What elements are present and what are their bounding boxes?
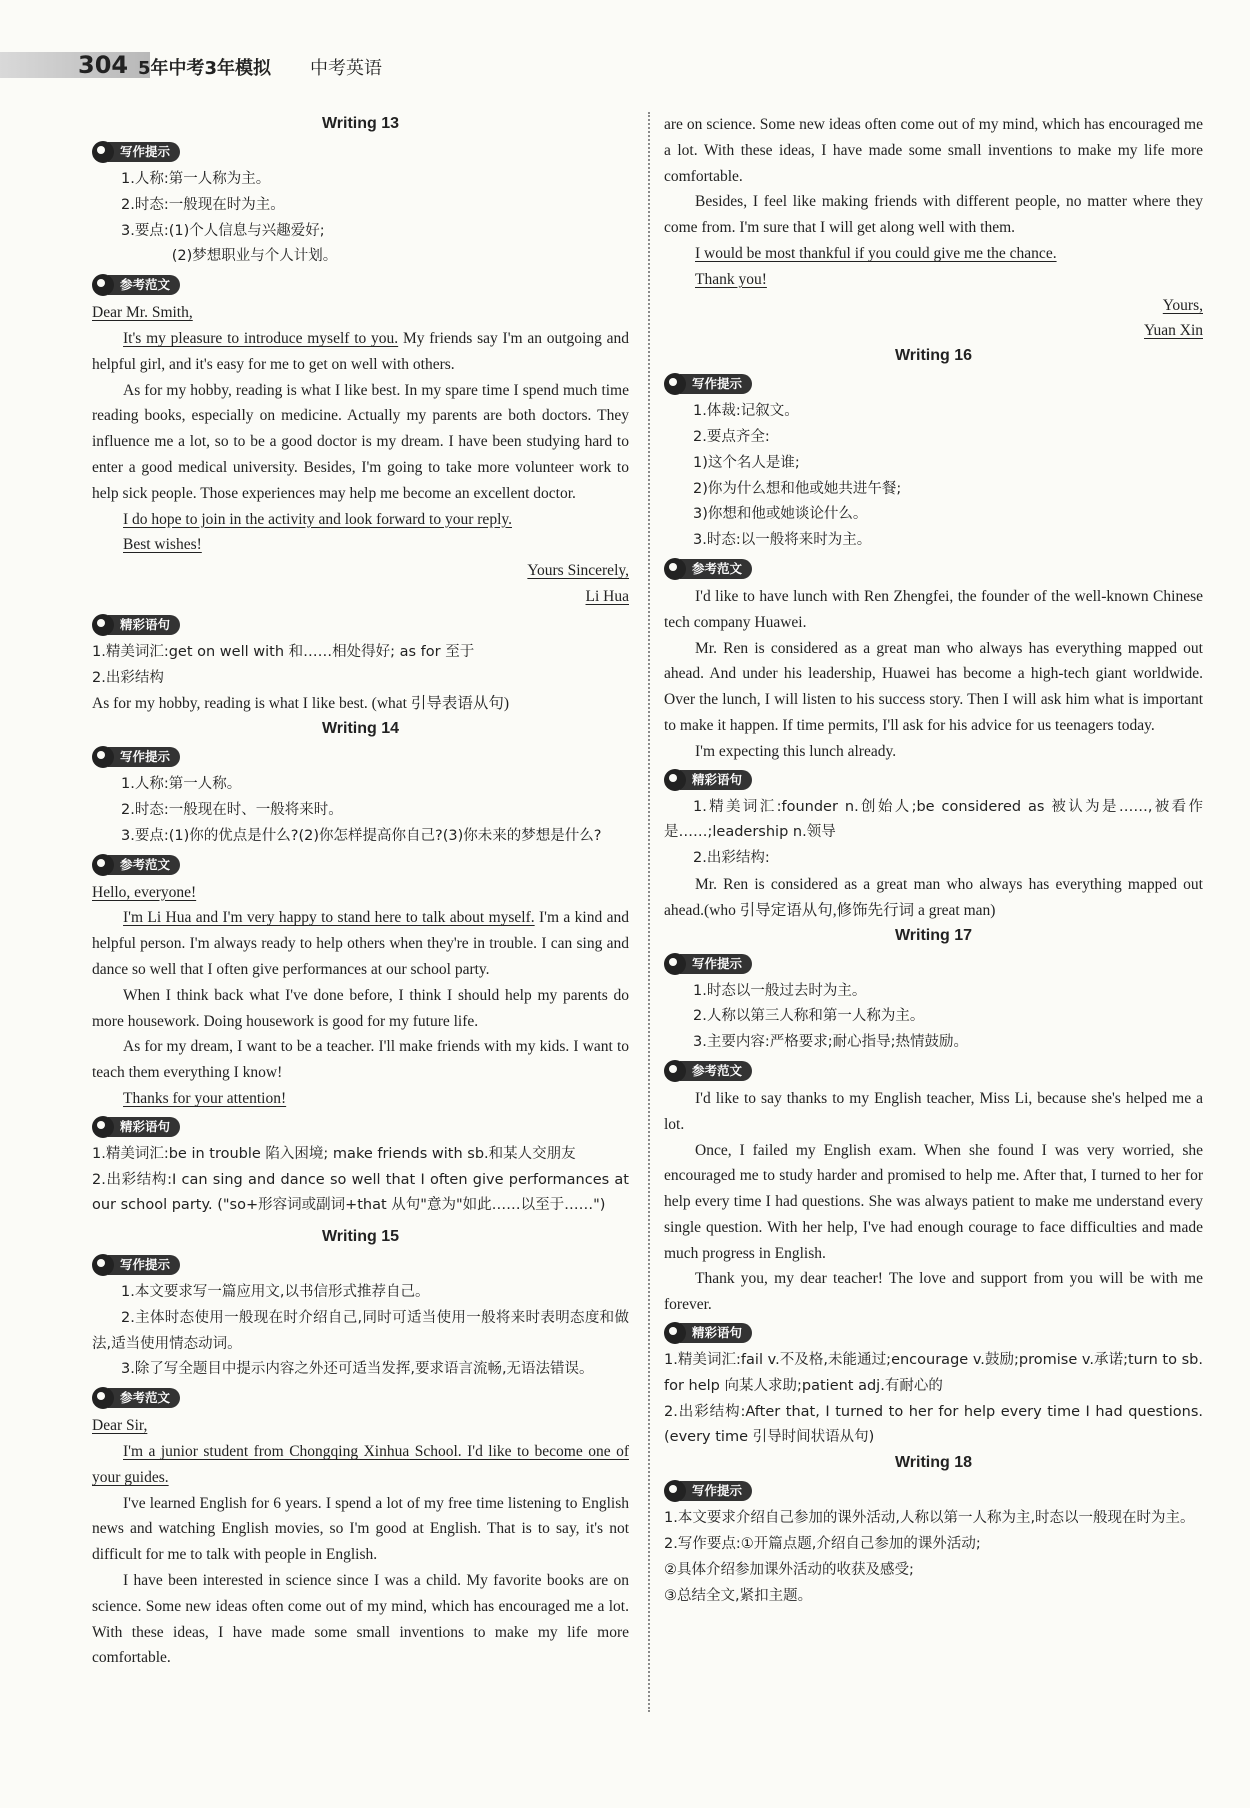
good-line: 2.出彩结构:I can sing and dance so well that I often give performances at our school party. ("so+形容词或副词+that 从句"意为"如此……以至于……") <box>92 1171 629 1214</box>
tip-line: 1.人称:第一人称为主。 <box>121 171 271 187</box>
paragraph: I'm expecting this lunch already. <box>695 742 897 760</box>
good-line: 2.出彩结构:After that, I turned to her for help every time I had questions. (every time 引导时间状语从句) <box>664 1403 1203 1446</box>
tag-icon <box>664 373 686 395</box>
tips-label: 写作提示 <box>108 1255 180 1275</box>
closing-text: Thank you! <box>695 270 767 288</box>
good-line: 1.精美词汇:fail v.不及格,未能通过;encourage v.鼓励;promise v.承诺;turn to sb. for help 向某人求助;patient adj.有耐心的 <box>664 1352 1203 1394</box>
paragraph: Besides, I feel like making friends with different people, no matter where they come from. I'm sure that I will get along well with them. <box>664 193 1203 237</box>
sign-line: Yours Sincerely, <box>527 562 629 580</box>
tip-line: ②具体介绍参加课外活动的收获及感受; <box>664 1561 914 1578</box>
good-label: 精彩语句 <box>108 615 180 635</box>
tips-tag <box>92 1253 629 1277</box>
tip-line: 3.除了写全题目中提示内容之外还可适当发挥,要求语言流畅,无语法错误。 <box>121 1361 594 1378</box>
sample-label: 参考范文 <box>108 275 180 295</box>
good-sentences-tag <box>92 1115 629 1139</box>
tips-tag <box>664 1479 1203 1503</box>
paragraph <box>92 326 629 378</box>
good-line: 2.出彩结构 <box>92 669 164 686</box>
good-line: 2.出彩结构: <box>693 850 770 867</box>
closing <box>92 1086 629 1112</box>
underlined-sentence: I would be most thankful if you could give me the chance. <box>695 244 1057 262</box>
page-header <box>0 44 1250 84</box>
tip-line: 2.写作要点:①开篇点题,介绍自己参加的课外活动; <box>664 1536 981 1553</box>
tag-icon <box>92 854 114 876</box>
column-divider <box>648 112 650 1712</box>
paragraph <box>92 1439 629 1491</box>
tips-label: 写作提示 <box>680 374 752 394</box>
tips-label: 写作提示 <box>680 954 752 974</box>
tips-label: 写作提示 <box>108 142 180 162</box>
good-line: 1.精美词汇:founder n.创始人;be considered as 被认为是……,被看作是……;leadership n.领导 <box>664 798 1203 841</box>
tag-icon <box>92 746 114 768</box>
signature <box>92 558 629 584</box>
writing-14-title: Writing 14 <box>321 720 400 738</box>
tip-line: 2.要点齐全: <box>693 428 770 445</box>
underlined-sentence: It's my pleasure to introduce myself to you. <box>123 329 399 347</box>
signature <box>664 318 1203 344</box>
tip-line: ③总结全文,紧扣主题。 <box>664 1587 813 1604</box>
good-label: 精彩语句 <box>680 1323 752 1343</box>
closing-text: Thanks for your attention! <box>123 1089 287 1107</box>
signature <box>92 584 629 610</box>
tag-icon <box>92 1254 114 1276</box>
greeting: Hello, everyone! <box>92 883 197 901</box>
writing-13-title: Writing 13 <box>321 115 400 132</box>
left-column <box>92 112 630 1667</box>
writing-16-title: Writing 16 <box>894 347 973 365</box>
signature <box>664 293 1203 319</box>
tag-icon <box>664 1060 686 1082</box>
tip-line: 2)你为什么想和他或她共进午餐; <box>693 480 902 497</box>
good-label: 精彩语句 <box>680 770 752 790</box>
underlined-sentence: I'm a junior student from Chongqing Xinhua School. I'd like to become one of your guides. <box>92 1443 629 1486</box>
paragraph: When I think back what I've done before, I think I should help my parents do more housework. Doing housework is good for my future life. <box>92 986 629 1030</box>
tip-line: 3.时态:以一般将来时为主。 <box>693 532 872 549</box>
tips-label: 写作提示 <box>108 747 180 767</box>
tip-line: 3)你想和他或她谈论什么。 <box>693 506 868 523</box>
tip-line: 2.主体时态使用一般现在时介绍自己,同时可适当使用一般将来时表明态度和做法,适当使用情态动词。 <box>92 1309 629 1352</box>
sample-tag <box>92 1386 629 1410</box>
sign-name: Yuan Xin <box>1144 322 1203 340</box>
paragraph: I have been interested in science since I was a child. My favorite books are on science. Some new ideas often come out of my mind, which has encouraged me a lot. With these ideas, I have made some small inventions to make my life more comfortable. <box>92 1572 629 1667</box>
paragraph: I'd like to say thanks to my English teacher, Miss Li, because she's helped me a lot. <box>664 1089 1203 1133</box>
tip-line: 1.本文要求介绍自己参加的课外活动,人称以第一人称为主,时态以一般现在时为主。 <box>664 1510 1195 1527</box>
tip-line: (2)梦想职业与个人计划。 <box>171 248 338 265</box>
tips-tag <box>664 952 1203 976</box>
paragraph: I'd like to have lunch with Ren Zhengfei, the founder of the well-known Chinese tech company Huawei. <box>664 587 1203 631</box>
paragraph <box>92 905 629 982</box>
sample-label: 参考范文 <box>680 559 752 579</box>
tag-icon <box>664 1322 686 1344</box>
good-line: Mr. Ren is considered as a great man who always has everything mapped out ahead.(who 引导定语从句,修饰先行词 a great man) <box>664 875 1203 919</box>
tips-label: 写作提示 <box>680 1481 752 1501</box>
tip-line: 1.人称:第一人称。 <box>121 776 242 793</box>
tip-line: 3.要点:(1)你的优点是什么?(2)你怎样提高你自己?(3)你未来的梦想是什么? <box>121 827 602 844</box>
tag-icon <box>664 558 686 580</box>
closing-text: Best wishes! <box>123 536 202 554</box>
good-label: 精彩语句 <box>108 1117 180 1137</box>
tip-line: 1.体裁:记叙文。 <box>693 403 799 420</box>
tag-icon <box>92 614 114 636</box>
tips-tag <box>92 140 629 164</box>
paragraph: Once, I failed my English exam. When she found I was very worried, she encouraged me to study harder and promised to help me. After that, I turned to her for help every time I had questions. She was always patient to make me understand every single question. With her help, I've had enough courage to face difficulties and made much progress in English. <box>664 1141 1203 1262</box>
paragraph-continued: are on science. Some new ideas often come out of my mind, which has encouraged me a lot. With these ideas, I have made some small inventions to make my life more comfortable. <box>664 116 1203 185</box>
sentence: My friends say I'm an outgoing and helpful girl, and it's easy for me to get on well with others. <box>92 329 630 373</box>
sample-label: 参考范文 <box>108 855 180 875</box>
closing <box>664 267 1203 293</box>
greeting: Dear Sir, <box>92 1417 148 1435</box>
tip-line: 2.时态:一般现在时、一般将来时。 <box>121 801 343 818</box>
tip-line: 3.要点:(1)个人信息与兴趣爱好; <box>121 222 325 239</box>
tip-line: 1.时态以一般过去时为主。 <box>693 982 867 999</box>
good-sentences-tag <box>664 768 1203 792</box>
sample-tag <box>664 1059 1203 1083</box>
tip-line: 2.人称以第三人称和第一人称为主。 <box>693 1008 925 1025</box>
good-line: As for my hobby, reading is what I like best. (what 引导表语从句) <box>92 695 509 713</box>
writing-15-title: Writing 15 <box>321 1228 400 1246</box>
tips-tag <box>92 745 629 769</box>
sample-tag <box>92 853 629 877</box>
paragraph: As for my hobby, reading is what I like best. In my spare time I spend much time reading books, especially on medicine. Actually my parents are both doctors. They influence me a lot, so to be a good doctor is my dream. I have been studying hard to enter a good medical university. Besides, I'm going to take more volunteer work to help sick people. Those experiences may help me become an excellent doctor. <box>92 381 629 502</box>
tip-line: 1)这个名人是谁; <box>693 454 800 471</box>
paragraph: I've learned English for 6 years. I spend a lot of my free time listening to English news and watching English movies, so I'm good at English. That is to say, it's not difficult for me to talk with people in English. <box>92 1494 629 1564</box>
sign-line: Yours, <box>1162 296 1203 314</box>
underlined-sentence: I do hope to join in the activity and look forward to your reply. <box>123 510 512 528</box>
writing-18-title: Writing 18 <box>894 1454 973 1472</box>
paragraph <box>664 241 1203 267</box>
tips-tag <box>664 372 1203 396</box>
sample-label: 参考范文 <box>108 1388 180 1408</box>
paragraph: Thank you, my dear teacher! The love and support from you will be with me forever. <box>664 1270 1203 1314</box>
sample-tag <box>92 273 629 297</box>
page-number: 304 <box>78 51 129 79</box>
tip-line: 3.主要内容:严格要求;耐心指导;热情鼓励。 <box>693 1034 968 1051</box>
good-sentences-tag <box>92 613 629 637</box>
sample-tag <box>664 557 1203 581</box>
greeting: Dear Mr. Smith, <box>92 304 193 322</box>
tag-icon <box>664 953 686 975</box>
sign-name: Li Hua <box>585 587 629 605</box>
tag-icon <box>664 769 686 791</box>
closing <box>92 532 629 558</box>
writing-17-title: Writing 17 <box>894 926 973 944</box>
tip-line: 2.时态:一般现在时为主。 <box>121 196 285 213</box>
good-line: 1.精美词汇:get on well with 和……相处得好; as for 至于 <box>92 643 475 660</box>
right-column <box>664 112 1203 1609</box>
paragraph <box>92 507 629 533</box>
paragraph: As for my dream, I want to be a teacher. I'll make friends with my kids. I want to teach them everything I know! <box>92 1038 629 1082</box>
tag-icon <box>92 1116 114 1138</box>
book-title: 5年中考3年模拟 <box>138 58 272 79</box>
paragraph: Mr. Ren is considered as a great man who always has everything mapped out ahead. And under his leadership, Huawei has become a high-tech giant worldwide. Over the lunch, I will listen to his success story. Then I will ask him what is important to make it happen. If time permits, I'll ask for his advice for us teenagers today. <box>664 639 1203 734</box>
good-sentences-tag <box>664 1321 1203 1345</box>
tip-line: 1.本文要求写一篇应用文,以书信形式推荐自己。 <box>121 1284 430 1301</box>
subject-title: 中考英语 <box>310 58 382 79</box>
underlined-sentence: I'm Li Hua and I'm very happy to stand here to talk about myself. <box>123 909 535 927</box>
sentence: I'm a kind and helpful person. I'm always ready to help others when they're in trouble. I can sing and dance so well that I often give performances at our school party. <box>92 909 629 978</box>
good-line: 1.精美词汇:be in trouble 陷入困境; make friends with sb.和某人交朋友 <box>92 1145 576 1162</box>
tag-icon <box>92 141 114 163</box>
sample-label: 参考范文 <box>680 1061 752 1081</box>
